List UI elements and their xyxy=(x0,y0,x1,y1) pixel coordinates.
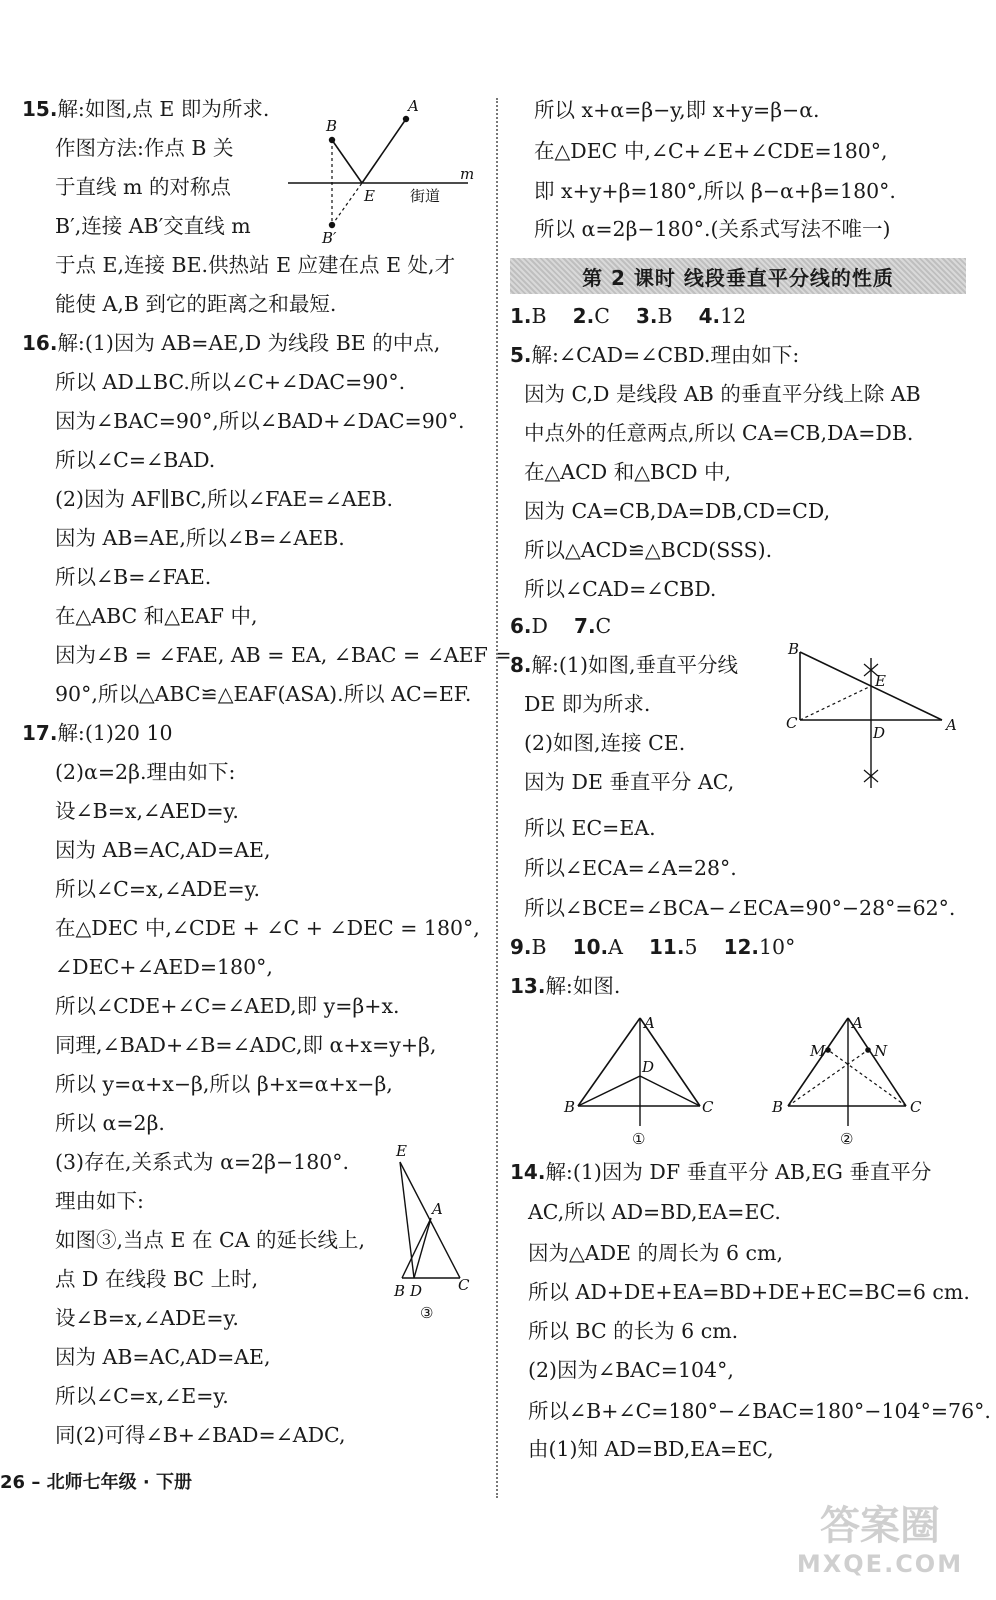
q17-line-11: 所以 α=2β. xyxy=(55,1111,165,1135)
q15-line-3: 于直线 m 的对称点 xyxy=(55,175,231,199)
watermark-text: 答案圈 xyxy=(820,1503,940,1549)
q5-line-5: 因为 CA=CB,DA=DB,CD=CD, xyxy=(524,499,831,523)
label-A: A xyxy=(408,97,419,115)
q17-cont-line-3: 即 x+y+β=180°,所以 β−α+β=180°. xyxy=(534,179,896,203)
q14-line-1: 14.解:(1)因为 DF 垂直平分 AB,EG 垂直平分 xyxy=(510,1160,932,1184)
q16-line-2: 所以 AD⊥BC.所以∠C+∠DAC=90°. xyxy=(55,370,406,394)
label-C: C xyxy=(910,1098,922,1116)
q15-line-5: 于点 E,连接 BE.供热站 E 应建在点 E 处,才 xyxy=(55,253,456,277)
q5-line-2: 因为 C,D 是线段 AB 的垂直平分线上除 AB xyxy=(524,382,921,406)
q16-line-7: 所以∠B=∠FAE. xyxy=(55,565,212,589)
q16-line-1: 16.解:(1)因为 AB=AE,D 为线段 BE 的中点, xyxy=(22,331,441,355)
label-A: A xyxy=(432,1200,443,1218)
q16-line-8: 在△ABC 和△EAF 中, xyxy=(55,604,258,628)
segment-ED xyxy=(400,1162,414,1278)
q17-line-12: (3)存在,关系式为 α=2β−180°. xyxy=(55,1150,350,1174)
q17-line-10: 所以 y=α+x−β,所以 β+x=α+x−β, xyxy=(55,1072,393,1096)
label-B: B xyxy=(788,640,800,658)
q8-line-2: DE 即为所求. xyxy=(524,692,651,716)
q8-line-7: 所以∠BCE=∠BCA−∠ECA=90°−28°=62°. xyxy=(524,896,956,920)
q16-line-3: 因为∠BAC=90°,所以∠BAD+∠DAC=90°. xyxy=(55,409,465,433)
q17-line-14: 如图③,当点 E 在 CA 的延长线上, xyxy=(55,1228,366,1252)
segment-BE xyxy=(332,140,362,183)
q8-line-3: (2)如图,连接 CE. xyxy=(524,731,686,755)
q14-line-6: (2)因为∠BAC=104°, xyxy=(528,1358,734,1382)
segment-BprimeE xyxy=(332,183,362,225)
section-title: 第 2 课时 线段垂直平分线的性质 xyxy=(582,265,894,290)
q17-line-9: 同理,∠BAD+∠B=∠ADC,即 α+x=y+β, xyxy=(55,1033,437,1057)
q17-line-7: ∠DEC+∠AED=180°, xyxy=(55,955,273,979)
q16-line-9: 因为∠B = ∠FAE, AB = EA, ∠BAC = ∠AEF = xyxy=(55,643,512,667)
book-title: 北师七年级 · 下册 xyxy=(46,1472,192,1493)
label-N: N xyxy=(874,1042,888,1060)
q17-line-13: 理由如下: xyxy=(55,1189,144,1213)
q5-line-6: 所以△ACD≌△BCD(SSS). xyxy=(524,538,773,562)
q17-line-4: 因为 AB=AC,AD=AE, xyxy=(55,838,271,862)
watermark-url: MXQE.COM xyxy=(796,1550,964,1578)
label-m: m xyxy=(460,165,475,183)
label-C: C xyxy=(458,1276,470,1294)
label-C: C xyxy=(786,714,798,732)
segment-BD xyxy=(578,1076,640,1106)
figure-13-triangle-1 xyxy=(560,1010,730,1150)
q5-line-4: 在△ACD 和△BCD 中, xyxy=(524,460,732,484)
point-B xyxy=(329,137,335,143)
label-A: A xyxy=(644,1014,655,1032)
q17-line-15: 点 D 在线段 BC 上时, xyxy=(55,1267,259,1291)
section-header xyxy=(510,258,966,294)
q17-cont-line-1: 所以 x+α=β−y,即 x+y=β−α. xyxy=(534,98,820,122)
label-E: E xyxy=(396,1142,407,1160)
q17-line-19: 同(2)可得∠B+∠BAD=∠ADC, xyxy=(55,1423,346,1447)
q14-line-4: 所以 AD+DE+EA=BD+DE+EC=BC=6 cm. xyxy=(528,1280,970,1304)
label-M: M xyxy=(810,1042,826,1060)
figure-13-triangle-2 xyxy=(768,1010,938,1150)
q17-line-8: 所以∠CDE+∠C=∠AED,即 y=β+x. xyxy=(55,994,400,1018)
q15-line-2: 作图方法:作点 B 关 xyxy=(55,136,234,160)
label-D: D xyxy=(410,1282,423,1300)
q8-line-6: 所以∠ECA=∠A=28°. xyxy=(524,856,737,880)
q15-line-1: 15.解:如图,点 E 即为所求. xyxy=(22,97,270,121)
q16-line-6: 因为 AB=AE,所以∠B=∠AEB. xyxy=(55,526,345,550)
segment-AB xyxy=(578,1018,640,1106)
q17-cont-line-4: 所以 α=2β−180°.(关系式写法不唯一) xyxy=(534,217,891,241)
column-divider xyxy=(496,98,498,1498)
q8-line-5: 所以 EC=EA. xyxy=(524,816,656,840)
label-E: E xyxy=(875,672,886,690)
q17-line-16: 设∠B=x,∠ADE=y. xyxy=(55,1306,239,1330)
q17-line-5: 所以∠C=x,∠ADE=y. xyxy=(55,877,261,901)
figure-15-street-diagram xyxy=(280,95,480,245)
label-street: 街道 xyxy=(410,187,441,205)
q8-line-4: 因为 DE 垂直平分 AC, xyxy=(524,770,735,794)
q14-line-8: 由(1)知 AD=BD,EA=EC, xyxy=(528,1437,774,1461)
figure-caption-3: ③ xyxy=(420,1304,434,1322)
label-D: D xyxy=(873,724,886,742)
q5-line-3: 中点外的任意两点,所以 CA=CB,DA=DB. xyxy=(524,421,914,445)
q17-line-1: 17.解:(1)20 10 xyxy=(22,721,173,745)
q5-line-7: 所以∠CAD=∠CBD. xyxy=(524,577,717,601)
point-N xyxy=(865,1047,871,1053)
q17-line-3: 设∠B=x,∠AED=y. xyxy=(55,799,239,823)
q15-line-4: B′,连接 AB′交直线 m xyxy=(55,214,251,238)
label-E: E xyxy=(364,187,375,205)
figure-caption-1: ① xyxy=(632,1130,646,1148)
label-B: B xyxy=(772,1098,784,1116)
q15-line-6: 能使 A,B 到它的距离之和最短. xyxy=(55,292,337,316)
q17-cont-line-2: 在△DEC 中,∠C+∠E+∠CDE=180°, xyxy=(534,139,888,163)
q8-line-1: 8.解:(1)如图,垂直平分线 xyxy=(510,653,738,677)
segment-CD xyxy=(640,1076,700,1106)
q17-line-18: 所以∠C=x,∠E=y. xyxy=(55,1384,229,1408)
q17-line-2: (2)α=2β.理由如下: xyxy=(55,760,236,784)
segment-EA xyxy=(362,119,406,183)
q14-line-7: 所以∠B+∠C=180°−∠BAC=180°−104°=76°. xyxy=(528,1399,991,1423)
segment-BN xyxy=(788,1050,868,1106)
answers-6-7: 6.D 7.C xyxy=(510,614,612,638)
q17-line-6: 在△DEC 中,∠CDE + ∠C + ∠DEC = 180°, xyxy=(55,916,480,940)
page-number: 26 xyxy=(0,1472,26,1493)
label-Bprime: B′ xyxy=(322,229,337,245)
q14-line-5: 所以 BC 的长为 6 cm. xyxy=(528,1319,739,1343)
label-C: C xyxy=(702,1098,714,1116)
q16-line-5: (2)因为 AF∥BC,所以∠FAE=∠AEB. xyxy=(55,487,394,511)
label-A: A xyxy=(852,1014,863,1032)
q16-line-4: 所以∠C=∠BAD. xyxy=(55,448,216,472)
point-Bprime xyxy=(329,222,335,228)
q14-line-3: 因为△ADE 的周长为 6 cm, xyxy=(528,1241,783,1265)
label-B: B xyxy=(326,117,338,135)
label-B: B xyxy=(394,1282,406,1300)
label-A: A xyxy=(946,716,957,734)
q17-line-17: 因为 AB=AC,AD=AE, xyxy=(55,1345,271,1369)
answers-9-12: 9.B 10.A 11.5 12.10° xyxy=(510,935,796,959)
point-A xyxy=(403,116,409,122)
answers-1-4: 1.B 2.C 3.B 4.12 xyxy=(510,304,747,328)
figure-caption-2: ② xyxy=(840,1130,854,1148)
label-D: D xyxy=(642,1058,655,1076)
segment-AB xyxy=(788,1018,848,1106)
q16-line-10: 90°,所以△ABC≌△EAF(ASA).所以 AC=EF. xyxy=(55,682,472,706)
q5-line-1: 5.解:∠CAD=∠CBD.理由如下: xyxy=(510,343,800,367)
footer-dash: – xyxy=(31,1472,41,1493)
q14-line-2: AC,所以 AD=BD,EA=EC. xyxy=(528,1200,781,1224)
q13-line-1: 13.解:如图. xyxy=(510,974,621,998)
figure-17-triangle-3 xyxy=(386,1140,486,1330)
segment-CE xyxy=(800,686,871,720)
figure-8-right-triangle xyxy=(782,638,972,798)
watermark-logo xyxy=(780,1502,980,1592)
point-M xyxy=(825,1047,831,1053)
segment-CM xyxy=(828,1050,906,1106)
label-B: B xyxy=(564,1098,576,1116)
page-footer xyxy=(0,1468,192,1498)
